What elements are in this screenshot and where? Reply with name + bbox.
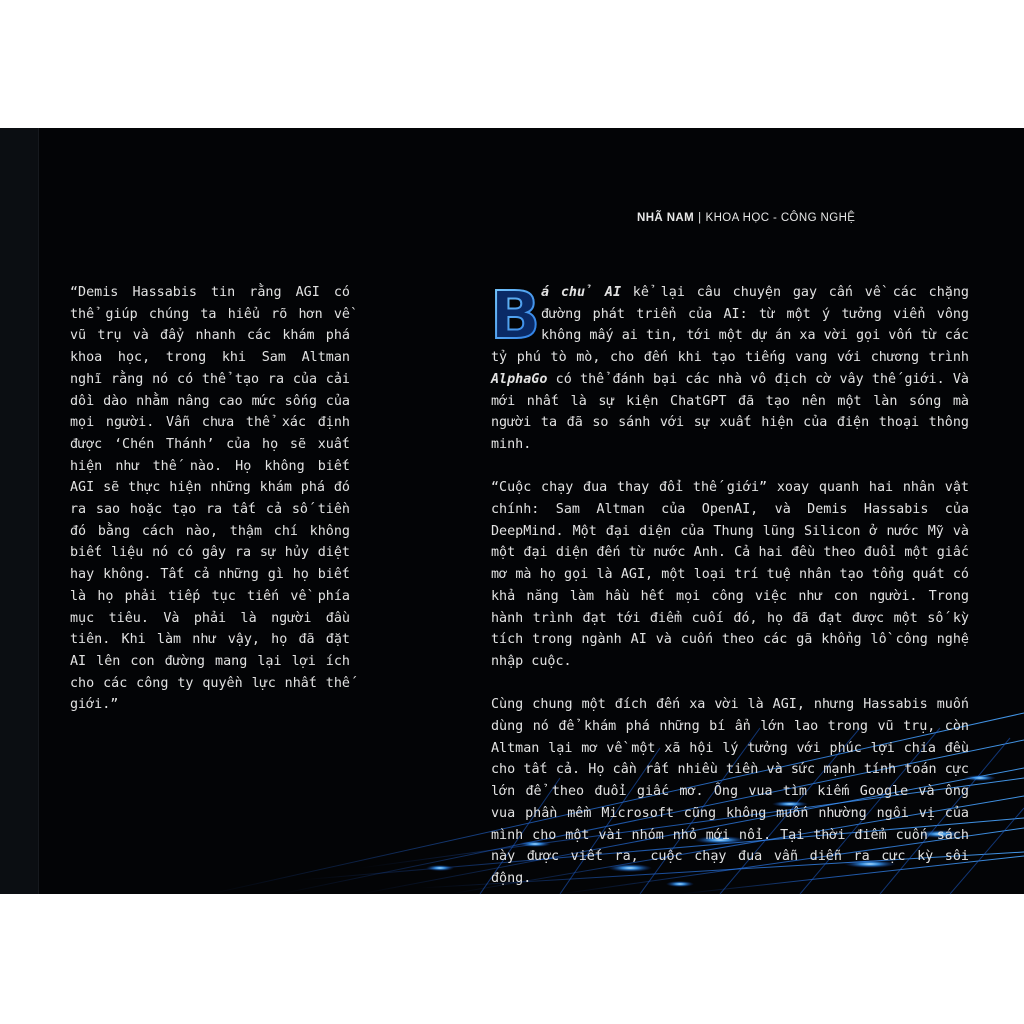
book-title-em: á chủ AI (541, 285, 622, 300)
publisher-category: KHOA HỌC - CÔNG NGHỆ (705, 212, 856, 224)
drop-cap-letter (489, 277, 541, 354)
drop-cap-text: B (490, 277, 541, 354)
blurb-paragraph-2: “Cuộc chạy đua thay đổi thế giới” xoay quanh hai nhân vật chính: Sam Altman của OpenAI, và Demis Hassabis của DeepMind. Một đại diện của Thung lũng Silicon ở nước Mỹ và một đại diện đến từ nước Anh. Cả hai đều theo đuổi một giấc mơ mà họ gọi là AGI, một loại trí tuệ nhân tạo tổng quát có khả năng làm hầu hết mọi công việc như con người. Trong hành trình đạt tới điểm cuối đó, họ đã đạt được một số kỳ tích trong ngành AI và cuốn theo các gã khổng lồ công nghệ nhập cuộc. (491, 480, 969, 669)
blurb-text (490, 277, 969, 911)
blurb-p1-text-a: kể lại câu chuyện gay cấn về các chặng đường phát triển của AI: từ một ý tưởng viển vông không mấy ai tin, tới một dự án xa vời gọi vốn từ các tỷ phú tò mò, cho đến khi tạo tiếng vang với chương trình (491, 285, 969, 366)
blurb-paragraph-3: Cùng chung một đích đến xa vời là AGI, nhưng Hassabis muốn dùng nó để khám phá những bí ẩn lớn lao trong vũ trụ, còn Altman lại mơ về một xã hội lý tưởng với phúc lợi chia đều cho tất cả. Họ cần rất nhiều tiền và sức mạnh tính toán cực lớn để theo đuổi giấc mơ. Ông vua tìm kiếm Google và ông vua phần mềm Microsoft cũng không muốn nhường ngôi vị của mình cho một vài nhóm nhỏ mới nổi. Tại thời điểm cuốn sách này được viết ra, cuộc chạy đua vẫn diễn ra cực kỳ sôi động. (491, 697, 969, 886)
publisher-separator: | (698, 212, 702, 224)
alphago-em: AlphaGo (491, 371, 548, 387)
book-back-cover (0, 128, 1024, 894)
pull-quote: “Demis Hassabis tin rằng AGI có thể giúp chúng ta hiểu rõ hơn về vũ trụ và đẩy nhanh các khám phá khoa học, trong khi Sam Altman nghĩ rằng nó có thể tạo ra của cải dồi dào nhằm nâng cao mức sống của mọi người. Vẫn chưa thể xác định được ‘Chén Thánh’ của họ sẽ xuất hiện như thế nào. Họ không biết AGI sẽ thực hiện những khám phá đó ra sao hoặc tạo ra tất cả số tiền đó bằng cách nào, thậm chí không biết liệu nó có gây ra sự hủy diệt hay không. Tất cả những gì họ biết là họ phải tiếp tục tiến về phía mục tiêu. Và phải là người đầu tiên. Khi làm như vậy, họ đã đặt AI lên con đường mang lại lợi ích cho các công ty quyền lực nhất thế giới.” (70, 285, 350, 713)
blurb-p1-text-b: có thể đánh bại các nhà vô địch cờ vây thế giới. Và mới nhất là sự kiện ChatGPT đã tạo nên một làn sóng mà người ta đã so sánh với sự xuất hiện của điện thoại thông minh. (491, 371, 969, 452)
blurb-paragraph-1 (490, 277, 969, 456)
publisher-line (637, 212, 855, 224)
publisher-brand: NHÃ NAM (637, 212, 695, 224)
